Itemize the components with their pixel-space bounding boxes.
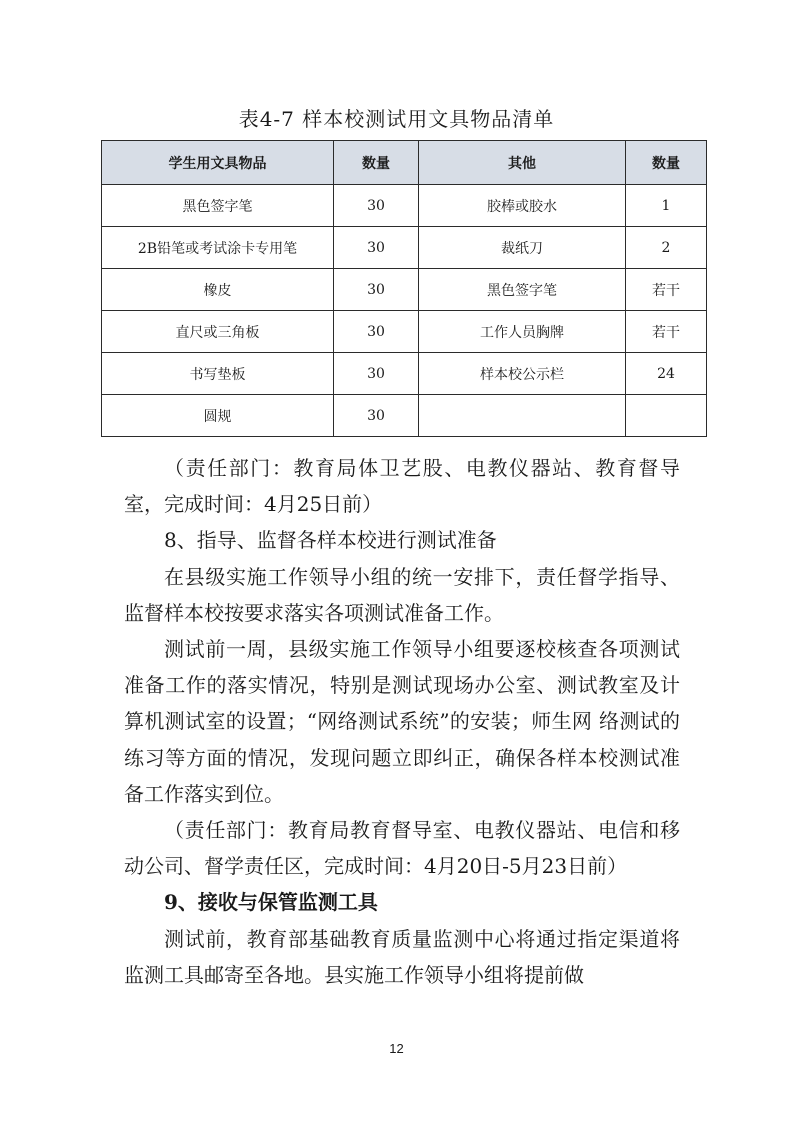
header-student-items: 学生用文具物品 — [102, 141, 334, 185]
table-cell: 1 — [626, 185, 707, 227]
table-cell: 橡皮 — [102, 269, 334, 311]
paragraph: 测试前一周，县级实施工作领导小组要逐校核查各项测试准备工作的落实情况，特别是测试现场办公室、测试教室及计算机测试室的设置；“网络测试系统”的安装；师生网 络测试的练习等方面的情况，发现问题立即纠正，确保各样本校测试准备工作落实到位。 — [124, 637, 680, 806]
table-cell: 黑色签字笔 — [102, 185, 334, 227]
table-cell — [626, 395, 707, 437]
table-cell: 工作人员胸牌 — [419, 311, 626, 353]
table-cell: 若干 — [626, 311, 707, 353]
table-row — [102, 395, 707, 437]
table-cell: 裁纸刀 — [419, 227, 626, 269]
table-cell: 书写垫板 — [102, 353, 334, 395]
paragraph: 测试前，教育部基础教育质量监测中心将通过指定渠道将监测工具邮寄至各地。县实施工作领导小组将提前做 — [124, 926, 680, 987]
table-row — [102, 311, 707, 353]
table-row — [102, 227, 707, 269]
section-heading-9: 9、接收与保管监测工具 — [164, 890, 378, 915]
table-cell: 30 — [334, 395, 419, 437]
table-cell: 2B铅笔或考试涂卡专用笔 — [102, 227, 334, 269]
paragraph: 在县级实施工作领导小组的统一安排下，责任督学指导、监督样本校按要求落实各项测试准备工作。 — [124, 564, 680, 625]
table-header-row — [102, 141, 707, 185]
header-quantity-other: 数量 — [626, 141, 707, 185]
body-text — [124, 450, 680, 993]
header-other: 其他 — [419, 141, 626, 185]
table-row — [102, 269, 707, 311]
section-heading-8: 8、指导、监督各样本校进行测试准备 — [164, 528, 497, 553]
table-cell: 30 — [334, 269, 419, 311]
table-cell: 30 — [334, 185, 419, 227]
table-row — [102, 185, 707, 227]
table-cell: 圆规 — [102, 395, 334, 437]
page-number: 12 — [389, 1041, 404, 1056]
table-cell: 30 — [334, 227, 419, 269]
table-cell: 30 — [334, 311, 419, 353]
table-cell: 样本校公示栏 — [419, 353, 626, 395]
table-row — [102, 353, 707, 395]
responsibility-note: （责任部门：教育局体卫艺股、电教仪器站、教育督导室，完成时间：4月25日前） — [124, 456, 680, 517]
table-cell: 24 — [626, 353, 707, 395]
table-title: 表4-7 样本校测试用文具物品清单 — [238, 107, 555, 131]
table-cell — [419, 395, 626, 437]
table-cell: 胶棒或胶水 — [419, 185, 626, 227]
table-cell: 黑色签字笔 — [419, 269, 626, 311]
responsibility-note: （责任部门：教育局教育督导室、电教仪器站、电信和移动公司、督学责任区，完成时间：4月20日-5月23日前） — [124, 818, 680, 879]
table-cell: 直尺或三角板 — [102, 311, 334, 353]
table-cell: 30 — [334, 353, 419, 395]
supplies-table — [101, 140, 707, 437]
table-cell: 若干 — [626, 269, 707, 311]
header-quantity: 数量 — [334, 141, 419, 185]
table-cell: 2 — [626, 227, 707, 269]
